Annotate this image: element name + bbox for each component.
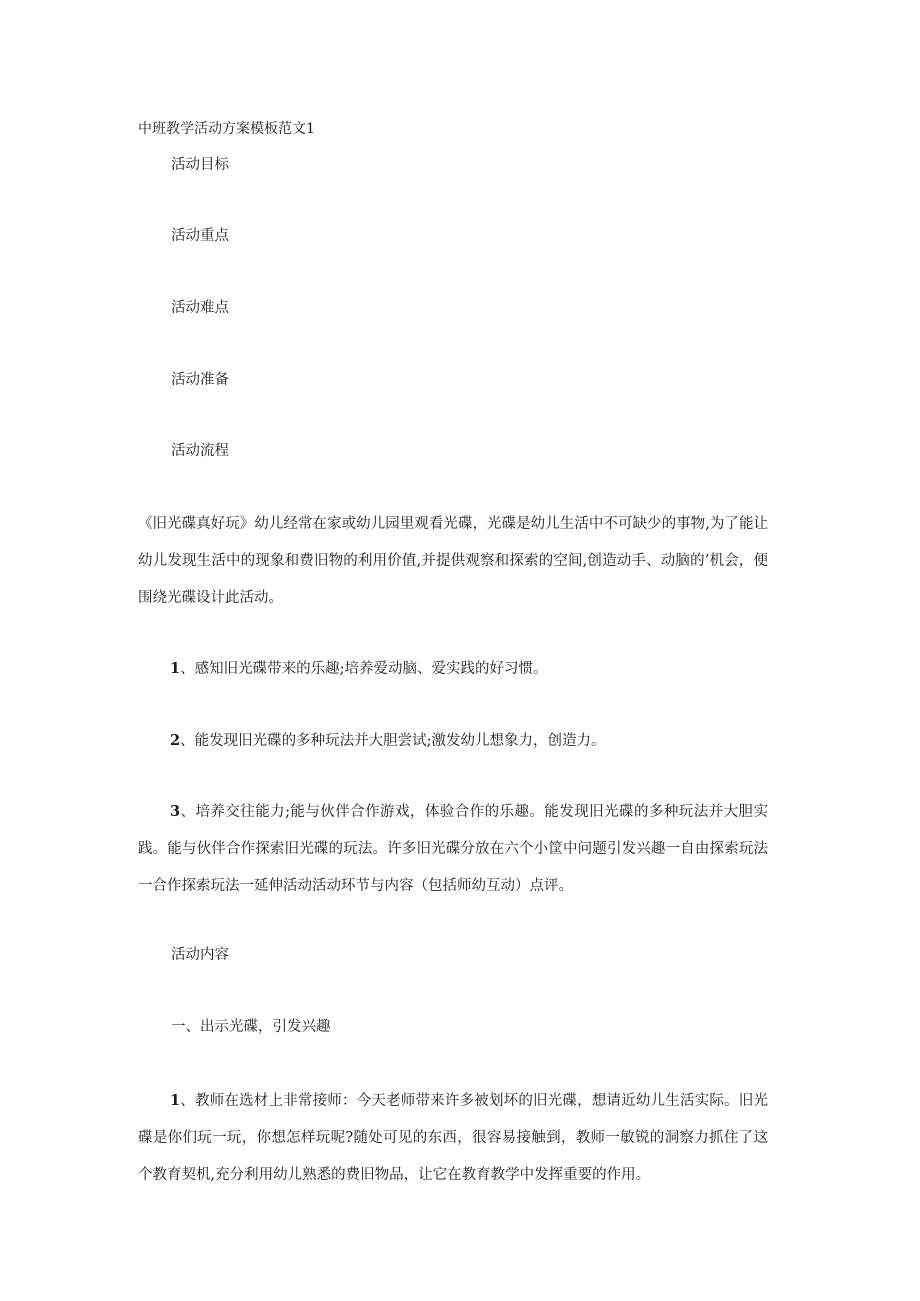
heading-activity-difficulty: 活动难点	[171, 300, 229, 316]
step-one-number: 1	[170, 1092, 181, 1109]
heading-activity-key-point: 活动重点	[171, 228, 229, 244]
goal-item-1-number: 1	[170, 660, 181, 677]
step-one-text: 、教师在选材上非常接师：今天老师带来许多被划坏的旧光碟，想请近幼儿生活实际。旧光碟是你们玩一玩，你想怎样玩呢?随处可见的东西，很容易接触到，教师一敏锐的洞察力抓住了这个教育契机,充分利用幼儿熟悉的费旧物品，让它在教育教学中发挥重要的作用。	[138, 1093, 768, 1183]
goal-item-1	[138, 650, 768, 688]
heading-activity-content: 活动内容	[171, 947, 229, 963]
goal-item-2	[138, 722, 768, 760]
heading-activity-preparation: 活动准备	[171, 372, 229, 388]
heading-activity-goal: 活动目标	[171, 157, 229, 173]
document-title: 中班教学活动方案模板范文1	[138, 121, 315, 137]
heading-section-one: 一、出示光碟，引发兴趣	[171, 1019, 331, 1035]
goal-item-1-text: 、感知旧光碟带来的乐趣;培养爱动脑、爱实践的好习惯。	[180, 661, 548, 677]
goal-item-2-number: 2	[170, 732, 181, 749]
step-one-paragraph	[138, 1082, 768, 1194]
intro-paragraph: 《旧光碟真好玩》幼儿经常在家或幼儿园里观看光碟，光碟是幼儿生活中不可缺少的事物,为了能让幼儿发现生活中的现象和费旧物的利用价值,并提供观察和探索的空间,创造动手、动脑的’机会，便围绕光碟设计此活动。	[138, 516, 768, 606]
heading-activity-process: 活动流程	[171, 443, 229, 459]
goal-item-3	[138, 793, 768, 905]
goal-item-2-text: 、能发现旧光碟的多种玩法并大胆尝试;激发幼儿想象力，创造力。	[180, 733, 606, 749]
goal-item-3-text: 、培养交往能力;能与伙伴合作游戏，体验合作的乐趣。能发现旧光碟的多种玩法并大胆实践。能与伙伴合作探索旧光碟的玩法。许多旧光碟分放在六个小筐中问题引发兴趣一自由探索玩法一合作探索玩法一延伸活动活动环节与内容（包括师幼互动）点评。	[138, 804, 768, 894]
goal-item-3-number: 3	[170, 803, 181, 820]
